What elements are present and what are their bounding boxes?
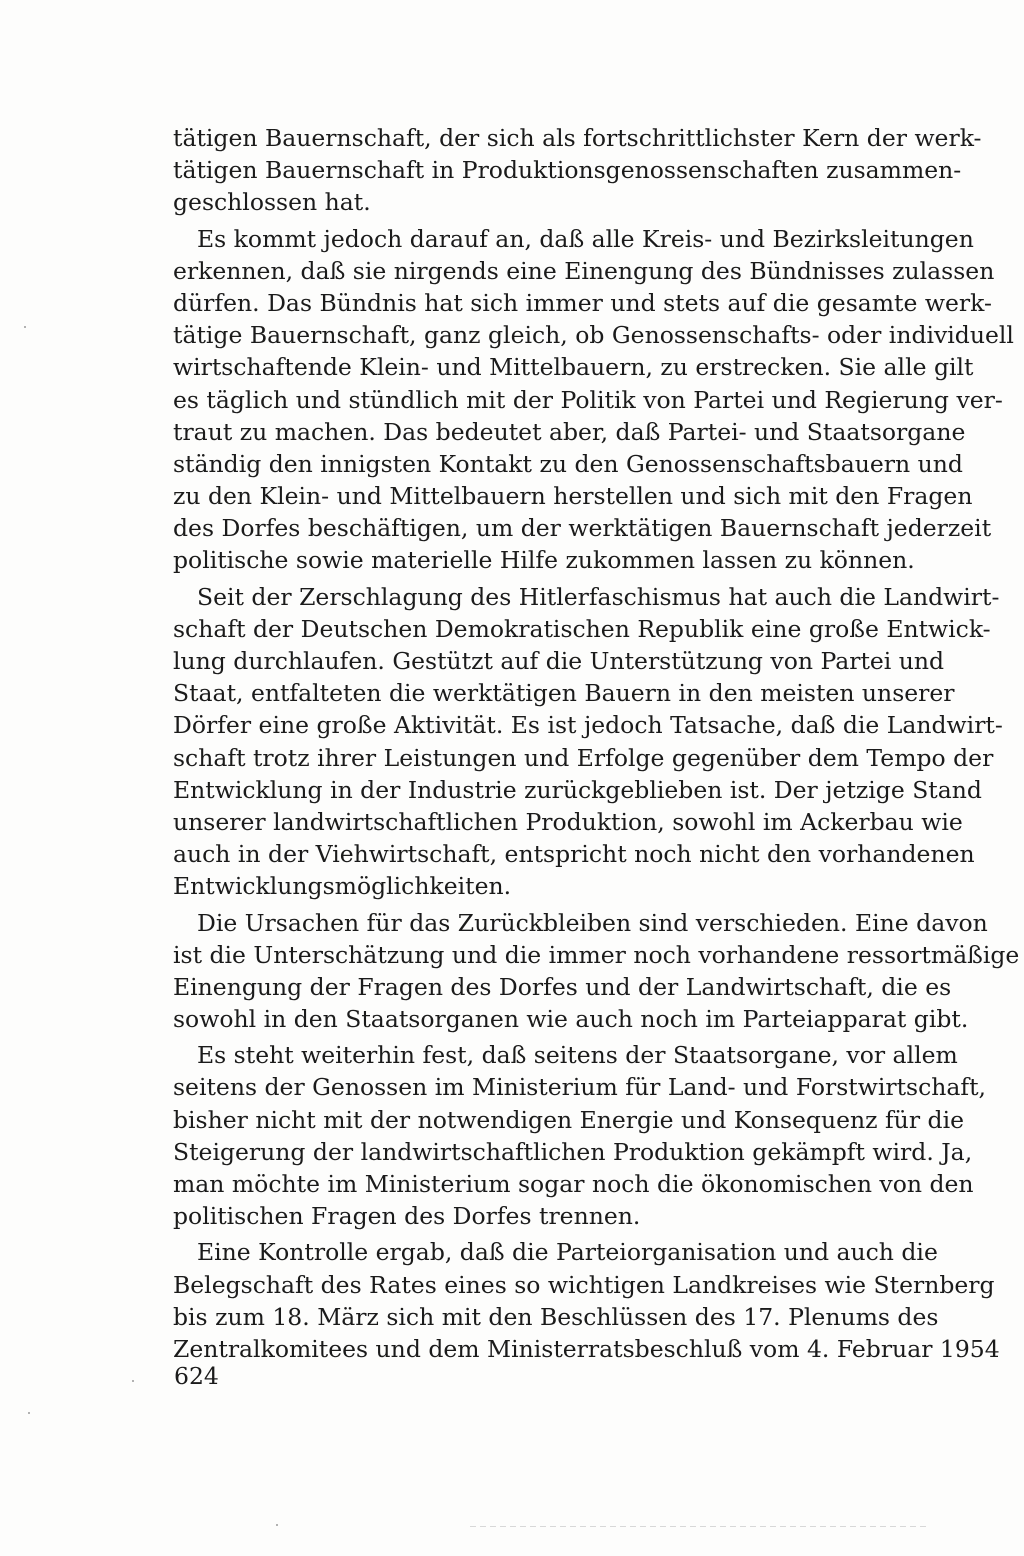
text-line: wirtschaftende Klein- und Mittelbauern, zu erstrecken. Sie alle gilt — [173, 353, 974, 382]
text-line: bisher nicht mit der notwendigen Energie und Konsequenz für die — [173, 1105, 964, 1134]
text-line: dürfen. Das Bündnis hat sich immer und stets auf die gesamte werk- — [173, 288, 992, 317]
text-line: ständig den innigsten Kontakt zu den Genossenschaftsbauern und — [173, 449, 963, 478]
paragraph — [173, 223, 1014, 577]
text-line: geschlossen hat. — [173, 188, 371, 217]
text-line: des Dorfes beschäftigen, um der werktätigen Bauernschaft jederzeit — [173, 514, 992, 543]
text-line: Dörfer eine große Aktivität. Es ist jedoch Tatsache, daß die Landwirt- — [173, 711, 1003, 740]
text-line: Entwicklungsmöglichkeiten. — [173, 872, 512, 901]
scan-speck — [132, 1380, 134, 1382]
paragraph — [173, 581, 1003, 903]
scan-speck — [276, 1524, 278, 1526]
scan-speck — [24, 326, 26, 328]
page-number: 624 — [174, 1362, 219, 1390]
text-line: schaft der Deutschen Demokratischen Republik eine große Entwick- — [173, 614, 991, 643]
paragraph — [173, 1236, 1000, 1365]
scan-edge-line — [470, 1526, 930, 1527]
text-line: zu den Klein- und Mittelbauern herstellen und sich mit den Fragen — [173, 482, 973, 511]
paragraph — [173, 907, 1020, 1036]
text-line: Seit der Zerschlagung des Hitlerfaschismus hat auch die Landwirt- — [197, 582, 1000, 611]
text-line: Steigerung der landwirtschaftlichen Produktion gekämpft wird. Ja, — [173, 1137, 973, 1166]
text-line: Die Ursachen für das Zurückbleiben sind verschieden. Eine davon — [197, 908, 988, 937]
text-line: lung durchlaufen. Gestützt auf die Unterstützung von Partei und — [173, 647, 945, 675]
text-line: es täglich und stündlich mit der Politik von Partei und Regierung ver- — [173, 385, 1003, 414]
text-line: Es kommt jedoch darauf an, daß alle Kreis- und Bezirksleitungen — [197, 224, 974, 253]
text-line: Es steht weiterhin fest, daß seitens der Staatsorgane, vor allem — [197, 1041, 958, 1070]
text-line: Zentralkomitees und dem Ministerratsbeschluß vom 4. Februar 1954 — [173, 1334, 1000, 1363]
text-line: Eine Kontrolle ergab, daß die Parteiorganisation und auch die — [197, 1238, 938, 1267]
text-line: Entwicklung in der Industrie zurückgeblieben ist. Der jetzige Stand — [173, 775, 982, 804]
text-line: tätigen Bauernschaft, der sich als fortschrittlichster Kern der werk- — [173, 124, 982, 152]
scan-speck — [28, 1412, 30, 1414]
text-line: Belegschaft des Rates eines so wichtigen Landkreises wie Sternberg — [173, 1270, 995, 1299]
text-line: Einengung der Fragen des Dorfes und der Landwirtschaft, die es — [173, 972, 952, 1001]
text-line: seitens der Genossen im Ministerium für Land- und Forstwirtschaft, — [173, 1073, 987, 1102]
text-line: Staat, entfalteten die werktätigen Bauern in den meisten unserer — [173, 679, 955, 708]
body-text — [173, 122, 1020, 1365]
paragraph — [173, 122, 982, 219]
text-line: man möchte im Ministerium sogar noch die ökonomischen von den — [173, 1170, 974, 1198]
text-line: tätige Bauernschaft, ganz gleich, ob Genossenschafts- oder individuell — [173, 321, 1014, 350]
paragraph — [173, 1039, 987, 1232]
text-line: tätigen Bauernschaft in Produktionsgenossenschaften zusammen- — [173, 156, 962, 185]
text-line: bis zum 18. März sich mit den Beschlüssen des 17. Plenums des — [173, 1302, 939, 1331]
text-line: traut zu machen. Das bedeutet aber, daß Partei- und Staatsorgane — [173, 417, 966, 446]
text-line: politische sowie materielle Hilfe zukommen lassen zu können. — [173, 546, 915, 575]
text-line: sowohl in den Staatsorganen wie auch noch im Parteiapparat gibt. — [173, 1005, 969, 1034]
text-line: erkennen, daß sie nirgends eine Einengung des Bündnisses zulassen — [173, 256, 995, 285]
text-line: unserer landwirtschaftlichen Produktion, sowohl im Ackerbau wie — [173, 807, 963, 836]
text-line: auch in der Viehwirtschaft, entspricht noch nicht den vorhandenen — [173, 840, 975, 869]
text-line: politischen Fragen des Dorfes trennen. — [173, 1202, 641, 1231]
text-line: schaft trotz ihrer Leistungen und Erfolge gegenüber dem Tempo der — [173, 743, 994, 772]
text-line: ist die Unterschätzung und die immer noch vorhandene ressortmäßige — [173, 940, 1020, 969]
